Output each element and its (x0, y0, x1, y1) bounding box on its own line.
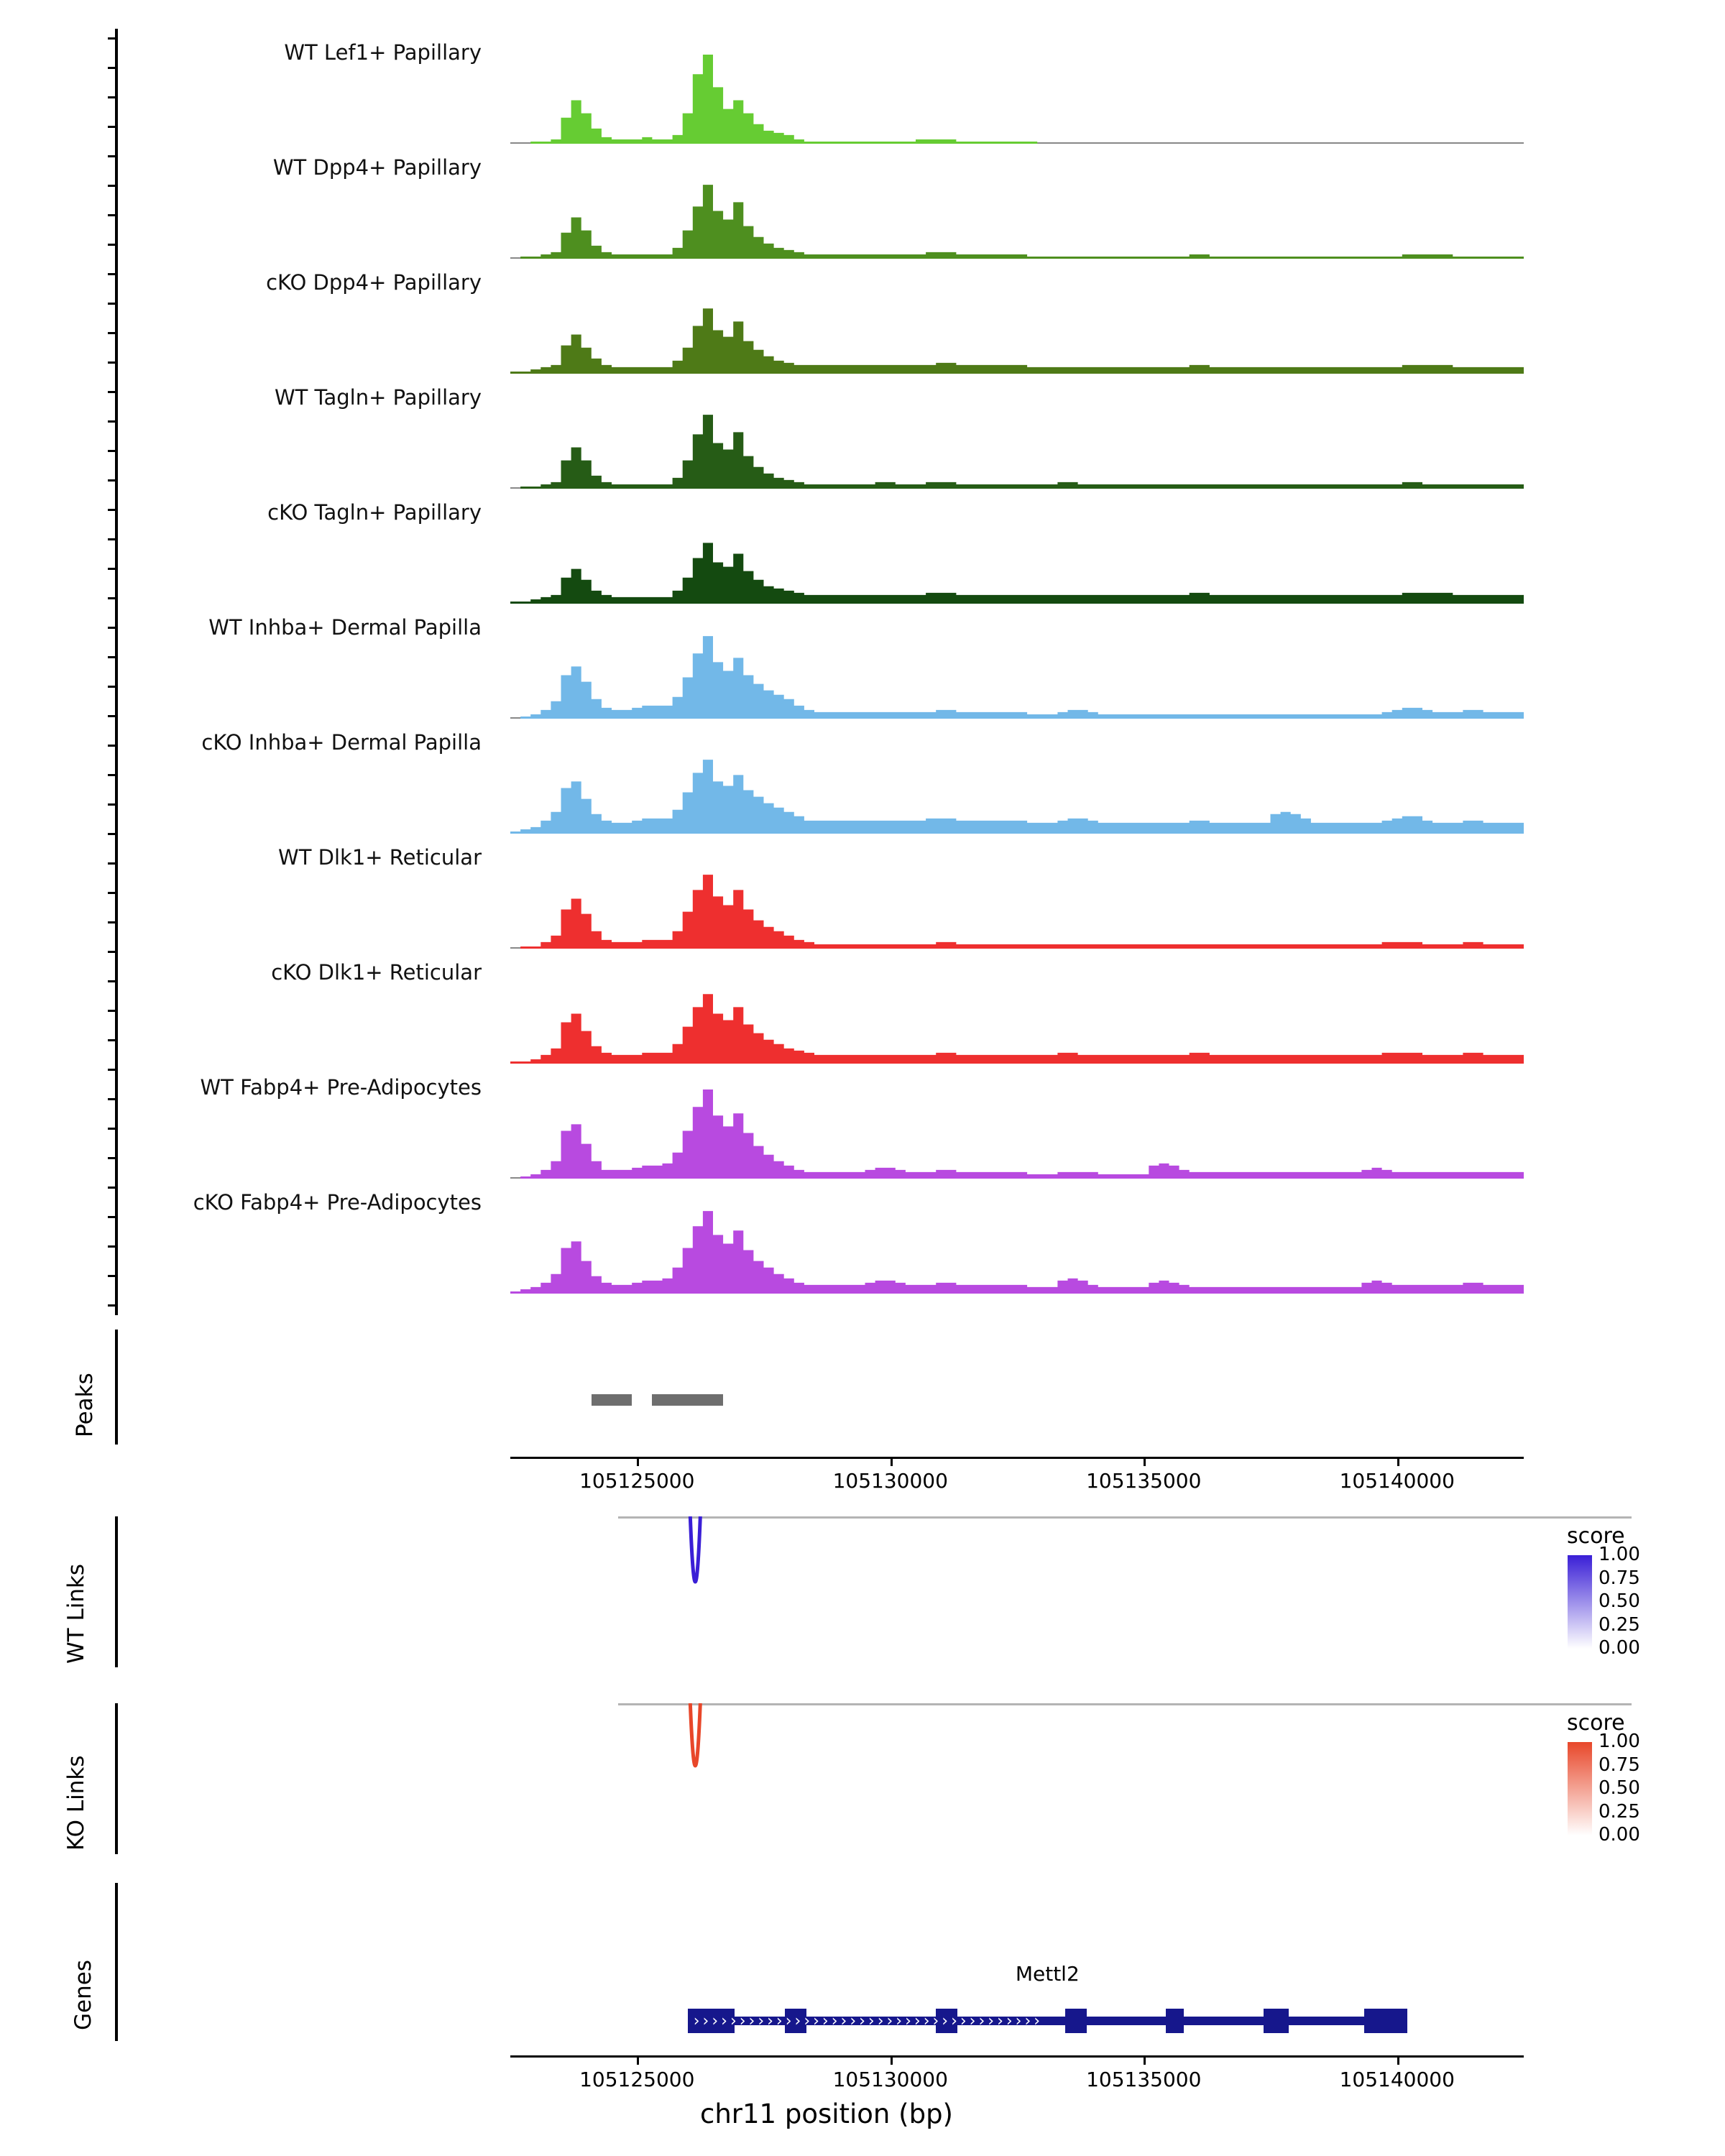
legend-tick-label: 1.00 (1598, 1731, 1640, 1752)
coverage-area (510, 55, 1524, 144)
coverage-track-plot (510, 1204, 1524, 1294)
x-axis-tick-label: 105140000 (1339, 2068, 1455, 2091)
coverage-track-plot (510, 860, 1524, 949)
x-axis-tick-label: 105125000 (579, 1469, 695, 1493)
genes-spine (115, 1883, 118, 2041)
coverage-track (108, 1064, 1545, 1179)
legend-title: score (1567, 1524, 1625, 1549)
wt-links-panel (63, 1516, 1545, 1674)
legend-tick-label: 0.00 (1598, 1637, 1640, 1659)
coverage-axis-tick (108, 1304, 118, 1307)
ko-links-spine (115, 1703, 118, 1854)
coverage-track-label: cKO Tagln+ Papillary (267, 500, 482, 525)
coverage-track-label: WT Dpp4+ Papillary (272, 155, 482, 180)
coverage-track-label: cKO Dlk1+ Reticular (271, 960, 482, 985)
coverage-track-plot (510, 745, 1524, 834)
wt-links-spine (115, 1516, 118, 1667)
coverage-tracks-panel (108, 29, 1545, 1322)
coverage-track-plot (510, 1089, 1524, 1179)
coverage-track (108, 719, 1545, 834)
ko-links-legend (1567, 1710, 1725, 1846)
coverage-area (510, 1204, 1524, 1294)
coverage-track (108, 604, 1545, 719)
x-axis-tick-label: 105130000 (832, 2068, 948, 2091)
coverage-track (108, 29, 1545, 144)
gene-strand-arrows: ›››››››››››››››››››››››››››››››››››››› (693, 2012, 1044, 2030)
coverage-area (510, 1089, 1524, 1179)
peaks-label: Peaks (72, 1373, 98, 1437)
gene-exon (1364, 2009, 1407, 2033)
x-axis-tick (637, 1459, 639, 1466)
coverage-area (510, 170, 1524, 259)
coverage-track (108, 144, 1545, 259)
legend-tick-label: 0.00 (1598, 1824, 1640, 1846)
peaks-spine (115, 1330, 118, 1445)
peaks-axis-line (510, 1457, 1524, 1459)
coverage-track-plot (510, 170, 1524, 259)
legend-color-bar (1567, 1741, 1593, 1836)
peaks-panel (72, 1330, 1545, 1493)
coverage-area (510, 630, 1524, 719)
genes-label: Genes (70, 1960, 96, 2030)
x-axis-tick (1397, 1459, 1399, 1466)
coverage-area (510, 515, 1524, 604)
coverage-track-label: cKO Fabp4+ Pre-Adipocytes (193, 1190, 482, 1215)
coverage-track-label: WT Inhba+ Dermal Papilla (208, 615, 482, 640)
coverage-track (108, 259, 1545, 374)
x-axis-tick (891, 1459, 893, 1466)
legend-tick-label: 0.25 (1598, 1800, 1640, 1823)
legend-tick-label: 0.75 (1598, 1754, 1640, 1776)
legend-color-bar (1567, 1554, 1593, 1649)
legend-ticks (1598, 1731, 1685, 1846)
peak-region (652, 1394, 723, 1406)
gene-exon (1264, 2009, 1289, 2033)
coverage-track-plot (510, 975, 1524, 1064)
gene-name: Mettl2 (1015, 1962, 1080, 1986)
coverage-track (108, 1179, 1545, 1294)
x-axis-tick (637, 2058, 639, 2065)
coverage-area (510, 285, 1524, 374)
legend-tick-label: 0.75 (1598, 1567, 1640, 1589)
x-axis-tick (1397, 2058, 1399, 2065)
coverage-track-label: WT Tagln+ Papillary (274, 385, 482, 410)
link-arc (496, 1703, 1538, 1847)
legend-ticks (1598, 1544, 1685, 1659)
x-axis-tick-label: 105135000 (1086, 1469, 1202, 1493)
legend-title: score (1567, 1710, 1625, 1736)
coverage-area (510, 975, 1524, 1064)
ko-links-label: KO Links (63, 1755, 89, 1851)
legend-tick-label: 0.50 (1598, 1777, 1640, 1799)
coverage-track-label: cKO Inhba+ Dermal Papilla (201, 730, 482, 755)
x-axis-tick-label: 105130000 (832, 1469, 948, 1493)
x-axis-tick-label: 105125000 (579, 2068, 695, 2091)
x-axis-tick (1144, 2058, 1146, 2065)
x-axis-tick (1144, 1459, 1146, 1466)
wt-links-label: WT Links (63, 1563, 89, 1664)
coverage-track (108, 834, 1545, 949)
coverage-track-label: WT Dlk1+ Reticular (278, 845, 482, 870)
legend-body (1567, 1731, 1725, 1846)
coverage-track-label: cKO Dpp4+ Papillary (266, 270, 482, 295)
legend-tick-label: 0.50 (1598, 1590, 1640, 1612)
genes-axis-line (510, 2055, 1524, 2058)
link-arc (496, 1516, 1538, 1660)
x-axis-tick-label: 105140000 (1339, 1469, 1455, 1493)
coverage-area (510, 400, 1524, 489)
coverage-track-label: WT Fabp4+ Pre-Adipocytes (200, 1075, 482, 1100)
coverage-track-plot (510, 55, 1524, 144)
coverage-track (108, 374, 1545, 489)
coverage-track (108, 489, 1545, 604)
gene-exon (1065, 2009, 1087, 2033)
peak-region (592, 1394, 632, 1406)
coverage-track (108, 949, 1545, 1064)
coverage-track-plot (510, 630, 1524, 719)
coverage-area (510, 745, 1524, 834)
wt-links-legend (1567, 1524, 1725, 1659)
coverage-area (510, 860, 1524, 949)
genes-panel (70, 1883, 1545, 2129)
coverage-track-label: WT Lef1+ Papillary (284, 40, 482, 65)
legend-tick-label: 1.00 (1598, 1544, 1640, 1565)
coverage-track-plot (510, 515, 1524, 604)
coverage-track-plot (510, 400, 1524, 489)
ko-links-panel (63, 1703, 1545, 1861)
x-axis-tick (891, 2058, 893, 2065)
coverage-track-plot (510, 285, 1524, 374)
legend-body (1567, 1544, 1725, 1659)
legend-tick-label: 0.25 (1598, 1613, 1640, 1636)
gene-exon (1166, 2009, 1184, 2033)
x-axis-tick-label: 105135000 (1086, 2068, 1202, 2091)
x-axis-title: chr11 position (bp) (699, 2099, 953, 2129)
